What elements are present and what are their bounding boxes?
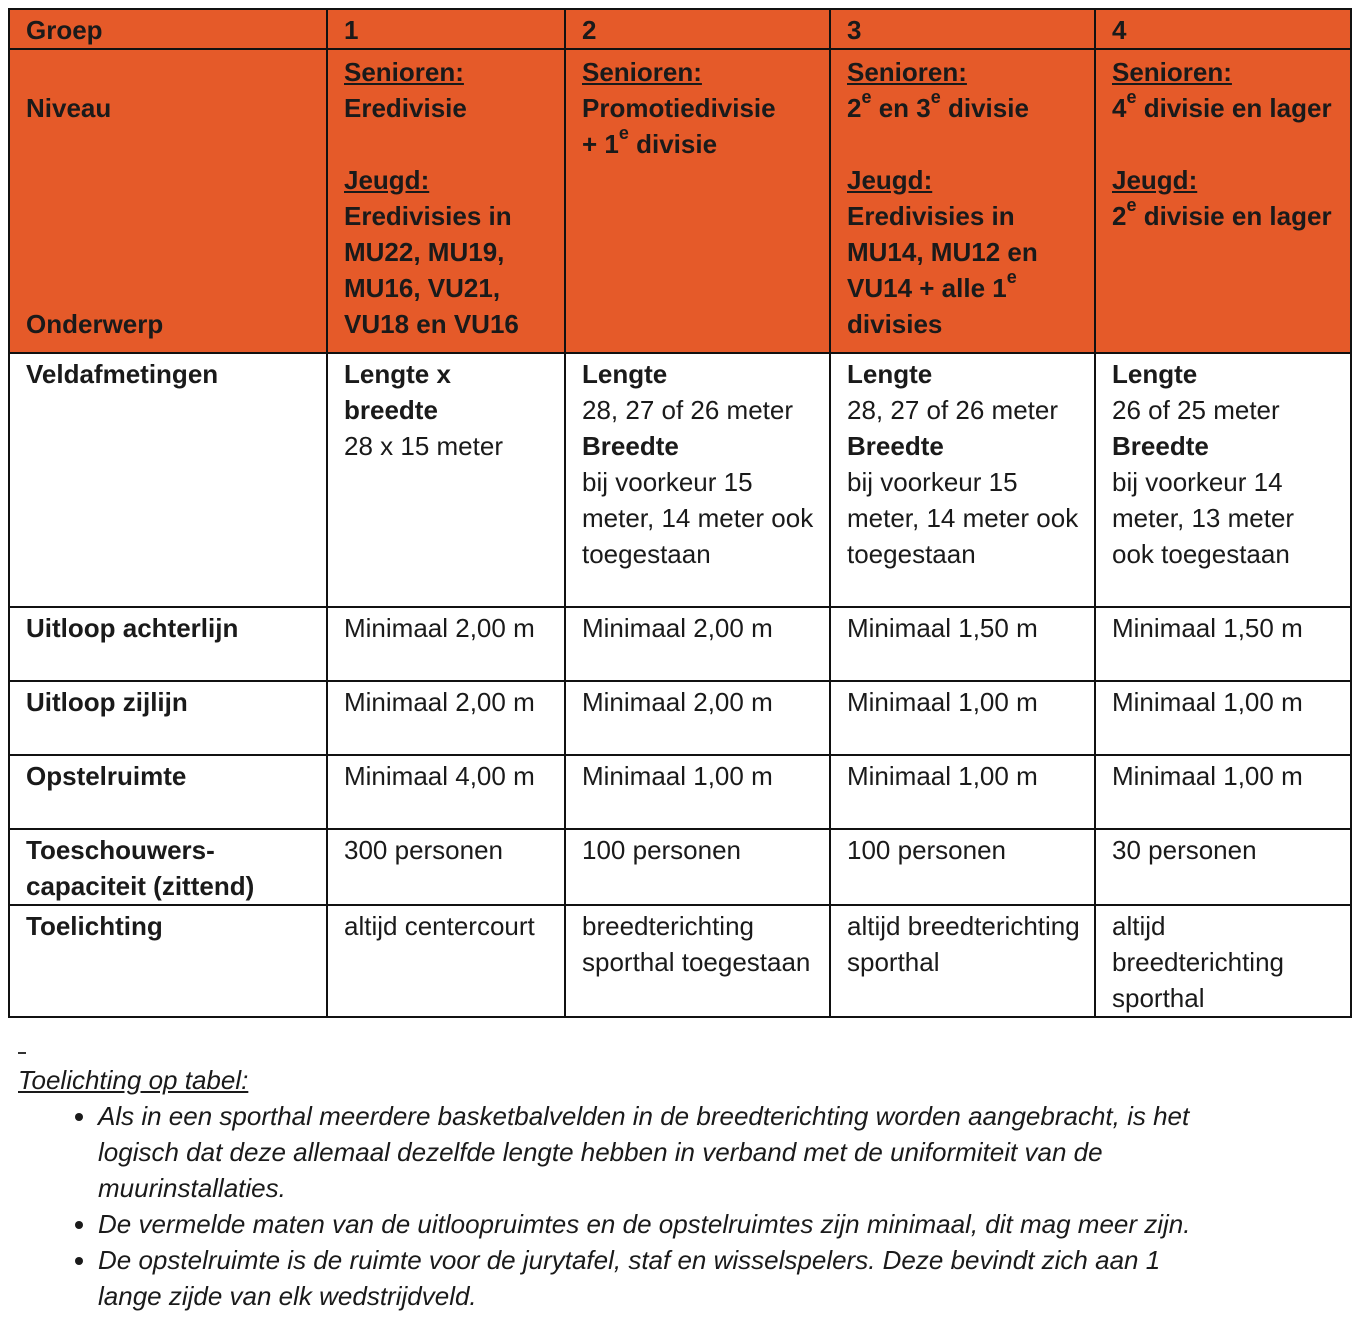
table-cell: 30 personen <box>1095 829 1351 905</box>
row-label: Opstelruimte <box>9 755 327 829</box>
table-cell: altijd breedterichting sporthal <box>1095 905 1351 1017</box>
field-requirements-table <box>8 8 1352 1018</box>
header-row-groep <box>9 9 1351 49</box>
niveau-group-4 <box>1095 49 1351 353</box>
onderwerp-label: Onderwerp <box>26 309 164 339</box>
senioren-text: 2e en 3e divisie <box>847 87 1029 123</box>
jeugd-text: Eredivisies in MU22, MU19, MU16, VU21, VU18 en VU16 <box>344 201 519 339</box>
cell-text: 28 x 15 meter <box>344 431 503 461</box>
cell-text: bij voorkeur 14 meter, 13 meter ook toegestaan <box>1112 467 1295 569</box>
notes-list <box>18 1098 1218 1314</box>
table-notes <box>18 1042 1218 1314</box>
table-cell: Minimaal 1,50 m <box>1095 607 1351 681</box>
cell-text: bij voorkeur 15 meter, 14 meter ook toegestaan <box>847 467 1079 569</box>
veld-group-3 <box>830 353 1095 607</box>
table-cell: Minimaal 2,00 m <box>565 681 830 755</box>
table-cell: Minimaal 1,00 m <box>830 755 1095 829</box>
table-cell: altijd centercourt <box>327 905 565 1017</box>
veld-group-2 <box>565 353 830 607</box>
veld-group-1 <box>327 353 565 607</box>
cell-text: 26 of 25 meter <box>1112 395 1280 425</box>
cell-text: 28, 27 of 26 meter <box>582 395 794 425</box>
senioren-text: 4e divisie en lager <box>1112 87 1332 123</box>
group-4-header: 4 <box>1095 9 1351 49</box>
veld-group-4 <box>1095 353 1351 607</box>
cell-heading: Breedte <box>582 431 679 461</box>
senioren-text: Eredivisie <box>344 93 467 123</box>
table-cell: 300 personen <box>327 829 565 905</box>
jeugd-label: Jeugd: <box>847 165 933 195</box>
cell-text: 28, 27 of 26 meter <box>847 395 1059 425</box>
row-label: Veldafmetingen <box>9 353 327 607</box>
niveau-onderwerp-label <box>9 49 327 353</box>
table-cell: Minimaal 2,00 m <box>565 607 830 681</box>
senioren-label: Senioren: <box>847 57 967 87</box>
cell-heading: Breedte <box>1112 431 1209 461</box>
group-1-header: 1 <box>327 9 565 49</box>
divider <box>18 1042 26 1054</box>
jeugd-label: Jeugd: <box>344 165 430 195</box>
senioren-label: Senioren: <box>1112 57 1232 87</box>
table-cell: breedterichting sporthal toegestaan <box>565 905 830 1017</box>
table-cell: Minimaal 2,00 m <box>327 607 565 681</box>
cell-heading: Lengte <box>1112 359 1198 389</box>
group-3-header: 3 <box>830 9 1095 49</box>
list-item: • De opstelruimte is de ruimte voor de jurytafel, staf en wisselspelers. Deze bevindt zich aan 1 lange zijde van elk wedstrijdveld. <box>98 1242 1218 1314</box>
notes-heading: Toelichting op tabel: <box>18 1065 249 1095</box>
row-uitloop-achterlijn <box>9 607 1351 681</box>
table-cell: Minimaal 2,00 m <box>327 681 565 755</box>
cell-heading: Lengte x breedte <box>344 359 451 425</box>
row-label: Toelichting <box>9 905 327 1017</box>
senioren-label: Senioren: <box>344 57 464 87</box>
senioren-text: Promotiedivisie <box>582 93 776 123</box>
table-cell: Minimaal 4,00 m <box>327 755 565 829</box>
cell-heading: Breedte <box>847 431 944 461</box>
cell-heading: Lengte <box>582 359 668 389</box>
table-cell: Minimaal 1,00 m <box>1095 755 1351 829</box>
header-row-niveau <box>9 49 1351 353</box>
jeugd-text: Eredivisies in MU14, MU12 en VU14 + alle 1e divisies <box>847 201 1038 339</box>
row-uitloop-zijlijn <box>9 681 1351 755</box>
list-item: • Als in een sporthal meerdere basketbalvelden in de breedterichting worden aangebracht, is het logisch dat deze allemaal dezelfde lengte hebben in verband met de uniformiteit van de muurinstallaties. <box>98 1098 1218 1206</box>
table-cell: Minimaal 1,00 m <box>1095 681 1351 755</box>
row-toelichting <box>9 905 1351 1017</box>
jeugd-label: Jeugd: <box>1112 165 1198 195</box>
table-cell: 100 personen <box>565 829 830 905</box>
row-opstelruimte <box>9 755 1351 829</box>
niveau-group-3 <box>830 49 1095 353</box>
list-item: • De vermelde maten van de uitloopruimtes en de opstelruimtes zijn minimaal, dit mag meer zijn. <box>98 1206 1218 1242</box>
row-toeschouwerscapaciteit <box>9 829 1351 905</box>
senioren-label: Senioren: <box>582 57 702 87</box>
row-label: Toeschouwers-capaciteit (zittend) <box>9 829 327 905</box>
niveau-group-1 <box>327 49 565 353</box>
table-cell: altijd breedterichting sporthal <box>830 905 1095 1017</box>
niveau-label: Niveau <box>26 93 112 123</box>
table-cell: Minimaal 1,00 m <box>830 681 1095 755</box>
senioren-text-2: + $1^e$ divisie <box>582 123 718 159</box>
table-cell: Minimaal 1,50 m <box>830 607 1095 681</box>
groep-label: Groep <box>9 9 327 49</box>
row-veldafmetingen <box>9 353 1351 607</box>
row-label: Uitloop achterlijn <box>9 607 327 681</box>
group-2-header: 2 <box>565 9 830 49</box>
cell-text: bij voorkeur 15 meter, 14 meter ook toegestaan <box>582 467 814 569</box>
niveau-group-2 <box>565 49 830 353</box>
jeugd-text: 2e divisie en lager <box>1112 195 1332 231</box>
cell-heading: Lengte <box>847 359 933 389</box>
row-label: Uitloop zijlijn <box>9 681 327 755</box>
table-cell: 100 personen <box>830 829 1095 905</box>
table-cell: Minimaal 1,00 m <box>565 755 830 829</box>
